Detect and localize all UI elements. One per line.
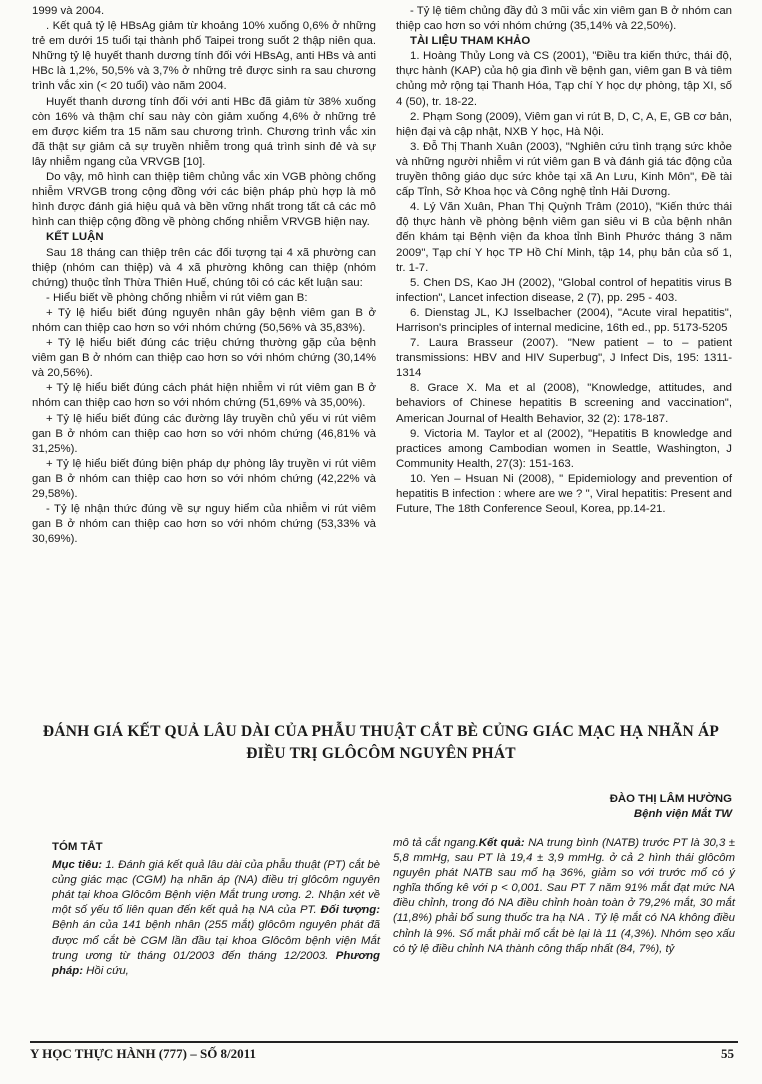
bullet-item: + Tỷ lệ hiểu biết đúng các triệu chứng thường gặp của bệnh viêm gan B ở nhóm can thiệp cao hơn so với nhóm chứng (30,14% và 20,56%). xyxy=(32,337,376,380)
references-heading: TÀI LIỆU THAM KHẢO xyxy=(410,35,531,48)
conclusion-heading: KẾT LUẬN xyxy=(46,231,104,244)
abstract-left xyxy=(52,840,380,979)
article-title-line2: ĐIỀU TRỊ GLÔCÔM NGUYÊN PHÁT xyxy=(246,745,516,762)
paragraph: . Kết quả tỷ lệ HBsAg giảm từ khoảng 10% xuống 0,6% ở những trẻ em dưới 15 tuổi tại thành phố Taipei trong suốt 2 thập niên qua. Những tỷ lệ huyết thanh dương tính đối với HBsAg, anti HBs và anti HBc là 1,2%, 50,5% và 3,7% ở những trẻ được sinh ra sau chương trình vắc xin (< 20 tuổi) vào năm 2004. xyxy=(32,20,376,93)
paragraph: Huyết thanh dương tính đối với anti HBc đã giảm từ 38% xuống còn 16% và thậm chí sau này còn giảm xuống 4,6% ở những trẻ em được kiểm tra 15 năm sau chương trình. Chương trình vắc xin đã thật sự giảm cả sự truyền nhiễm trong quá trình sinh đẻ và sự lây nhiễm ngang của VRVGB [10]. xyxy=(32,95,376,168)
reference-item: 7. Laura Brasseur (2007). "New patient – to – patient transmissions: HBV and HIV Superbug", J Infect Dis, 195: 1311-1314 xyxy=(396,337,732,380)
reference-item: 2. Phạm Song (2009), Viêm gan vi rút B, D, C, A, E, GB cơ bản, hiện đại và cập nhật, NXB Y học, Hà Nội. xyxy=(396,110,732,138)
author-block xyxy=(470,792,732,822)
reference-item: 6. Dienstag JL, KJ Isselbacher (2004), "Acute viral hepatitis", Harrison's principles of internal medicine, 16th ed., pp. 5173-5205 xyxy=(396,306,732,334)
reference-item: 5. Chen DS, Kao JH (2002), "Global control of hepatitis virus B infection", Lancet infection disease, 2 (7), pp. 295 - 403. xyxy=(396,276,732,304)
bullet-item: + Tỷ lệ hiểu biết đúng biện pháp dự phòng lây truyền vi rút viêm gan B ở nhóm can thiệp cao hơn so với nhóm chứng (42,22% và 29,58%). xyxy=(32,457,376,500)
journal-footer: Y HỌC THỰC HÀNH (777) – SỐ 8/2011 xyxy=(30,1046,256,1061)
objective-label: Mục tiêu: xyxy=(52,859,103,872)
bullet-item: + Tỷ lệ hiểu biết đúng nguyên nhân gây bệnh viêm gan B ở nhóm can thiệp cao hơn so với nhóm chứng (50,56% và 35,83%). xyxy=(32,306,376,334)
reference-item: 10. Yen – Hsuan Ni (2008), " Epidemiology and prevention of hepatitis B infection : where are we ? ", Viral hepatitis: Present and Future, The 18th Conference Seoul, Korea, pp.14-21. xyxy=(396,472,732,516)
reference-item: 3. Đỗ Thị Thanh Xuân (2003), "Nghiên cứu tình trạng sức khỏe và những người nhiễm vi rút viêm gan B và đánh giá tác động của truyền thông giáo dục sức khỏe tại xã An Lưu, Kinh Môn", Đề tài cấp Tỉnh, Sở Khoa học và Công nghệ tỉnh Hải Dương. xyxy=(396,140,732,199)
abstract-text xyxy=(52,858,380,979)
left-column xyxy=(32,4,376,547)
summary-heading: TÓM TẮT xyxy=(52,841,103,853)
bullet-item: + Tỷ lệ hiểu biết đúng các đường lây truyền chủ yếu vi rút viêm gan B ở nhóm can thiệp cao hơn so với nhóm chứng (46,81% và 31,25%). xyxy=(32,412,376,455)
method-continued: mô tả cắt ngang. xyxy=(393,837,479,849)
paragraph: - Tỷ lệ tiêm chủng đầy đủ 3 mũi vắc xin viêm gan B ở nhóm can thiệp cao hơn so với nhóm chứng (35,14% và 22,50%). xyxy=(396,5,732,33)
author-affiliation: Bệnh viện Mắt TW xyxy=(633,808,732,820)
right-column xyxy=(396,4,732,517)
reference-item: 8. Grace X. Ma et al (2008), "Knowledge, attitudes, and behaviors of Chinese hepatitis B screening and vaccination", American Journal of Health Behavior, 32 (2): 178-187. xyxy=(396,382,732,425)
article-title xyxy=(40,721,722,765)
paragraph: 1999 và 2004. xyxy=(32,5,105,17)
bullet-item: + Tỷ lệ hiểu biết đúng cách phát hiện nhiễm vi rút viêm gan B ở nhóm can thiệp cao hơn so với nhóm chứng (51,69% và 35,00%). xyxy=(32,382,376,410)
method-text: Hồi cứu, xyxy=(83,964,129,977)
method-label: Phương pháp: xyxy=(52,949,380,977)
results-text: NA trung bình (NATB) trước PT là 30,3 ± 5,8 mmHg, sau PT là 19,4 ± 3,9 mmHg. ở cả 2 hình thái glôcôm nguyên phát NATB sau mổ hạ 36%, giảm so với trước mổ có ý nghĩa thống kê với p < 0,001. Sau PT 7 năm 91% mắt đạt mức NA điều chỉnh, trong đó NA điều chỉnh hoàn toàn ở 79,2% mắt, 30 mắt (11,8%) phải bổ sung thuốc tra hạ NA . Tỷ lệ mắt có NA không điều chỉnh là 9%. Số mắt phải mổ cắt bè lại là 11 (4,3%). Nhóm sẹo xấu có tỷ lệ điều chỉnh NA thành công thấp nhất (84, 7%), tỷ xyxy=(393,837,735,955)
footer-rule xyxy=(30,1041,738,1043)
page-number: 55 xyxy=(721,1046,734,1061)
bullet-item: - Tỷ lệ nhận thức đúng về sự nguy hiểm của nhiễm vi rút viêm gan B ở nhóm can thiệp cao hơn so với nhóm chứng (53,33% và 30,69%). xyxy=(32,503,376,546)
abstract-right xyxy=(393,836,735,957)
abstract-text xyxy=(393,836,735,957)
article-title-line1: ĐÁNH GIÁ KẾT QUẢ LÂU DÀI CỦA PHẪU THUẬT CẮT BÈ CỦNG GIÁC MẠC HẠ NHÃN ÁP xyxy=(42,723,720,740)
subjects-text: Bệnh án của 141 bệnh nhân (255 mắt) glôcôm nguyên phát đã được mổ cắt bè CGM lần đầu tại khoa Glôcôm bệnh viện Mắt trung ương từ tháng 01/2003 đến tháng 12/2003. xyxy=(52,919,380,962)
subjects-label: Đối tượng: xyxy=(316,904,380,917)
reference-item: 9. Victoria M. Taylor et al (2002), "Hepatitis B knowledge and practices among Cambodian women in Seattle, Washington, J Community Health, 27(3): 151-163. xyxy=(396,427,732,470)
paragraph: Do vậy, mô hình can thiệp tiêm chủng vắc xin VGB phòng chống nhiễm VRVGB trong cộng đồng với các biện pháp phù hợp là mô hình được đánh giá hiệu quả và bền vững nhất trong tất cả các mô hình can thiệp cộng đồng về phòng chống nhiễm VRVGB hiện nay. xyxy=(32,171,376,229)
objective-text: 1. Đánh giá kết quả lâu dài của phẫu thuật (PT) cắt bè củng giác mạc (CGM) hạ nhãn áp (NA) điều trị glôcôm nguyên phát tại khoa Glôcôm Bệnh viện Mắt trung ương. 2. Nhận xét về một số yếu tố liên quan đến kết quả hạ NA của PT. xyxy=(52,859,381,917)
bullet-item: - Hiểu biết về phòng chống nhiễm vi rút viêm gan B: xyxy=(46,291,308,304)
author-name: ĐÀO THỊ LÂM HƯỜNG xyxy=(609,793,732,805)
reference-item: 4. Lý Văn Xuân, Phan Thị Quỳnh Trâm (2010), "Kiến thức thái độ thực hành về phòng bệnh viêm gan siêu vi B của bệnh nhân đến khám tại Bệnh viện đa khoa tỉnh Bình Phước tháng 3 năm 2009", Tạp chí Y học TP Hồ Chí Minh, tập 14, phụ bản của số 1, tr. 1-7. xyxy=(396,201,732,274)
conclusion-intro: Sau 18 tháng can thiệp trên các đối tượng tại 4 xã phường can thiệp (nhóm can thiệp) và 4 xã phường không can thiệp (nhóm chứng) thuộc tỉnh Thừa Thiên Huế, chúng tôi có các kết luận sau: xyxy=(32,246,376,289)
reference-item: 1. Hoàng Thủy Long và CS (2001), "Điều tra kiến thức, thái độ, thực hành (KAP) của hộ gia đình về bệnh gan, viêm gan B và tiêm chủng mở rộng tại Thanh Hóa, Tạp chí Y học dự phòng, tập XI, số 4 (50), tr. 18-22. xyxy=(396,50,732,108)
results-label: Kết quả: xyxy=(478,837,525,849)
